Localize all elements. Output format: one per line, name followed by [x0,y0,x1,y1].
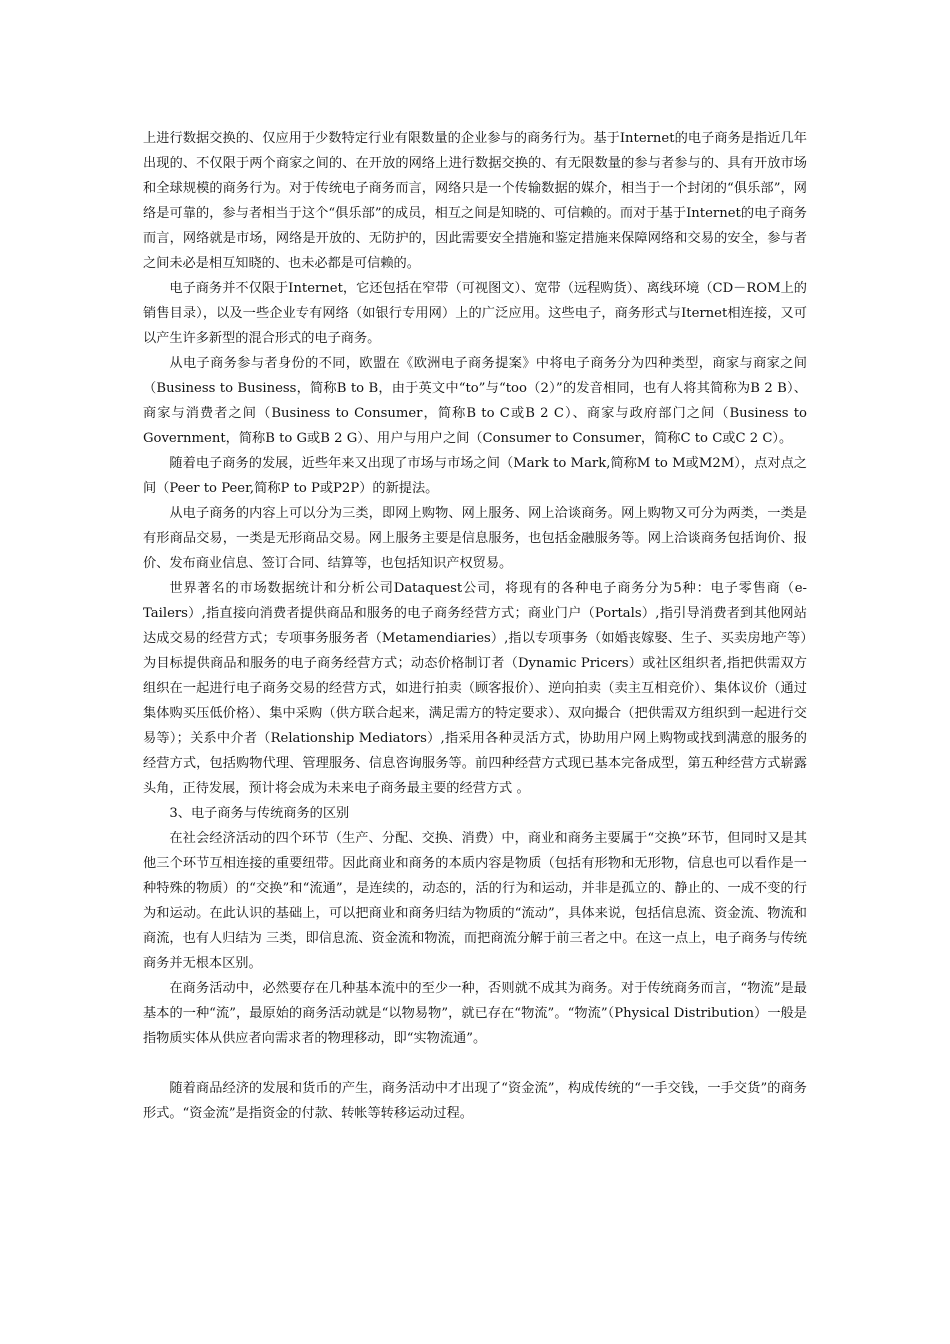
paragraph-1: 上进行数据交换的、仅应用于少数特定行业有限数量的企业参与的商务行为。基于Internet的电子商务是指近几年出现的、不仅限于两个商家之间的、在开放的网络上进行数据交换的、有无限数量的参与者参与的、具有开放市场和全球规模的商务行为。对于传统电子商务而言，网络只是一个传输数据的媒介，相当于一个封闭的“俱乐部”，网络是可靠的，参与者相当于这个“俱乐部”的成员，相互之间是知晓的、可信赖的。而对于基于Internet的电子商务而言，网络就是市场，网络是开放的、无防护的，因此需要安全措施和鉴定措施来保障网络和交易的安全，参与者之间未必是相互知晓的、也未必都是可信赖的。 [143,131,807,271]
document-body [143,126,807,1126]
paragraph-2: 电子商务并不仅限于Internet，它还包括在窄带（可视图文）、宽带（远程购货）、离线环境（CD－ROM上的销售目录），以及一些企业专有网络（如银行专用网）上的广泛应用。这些电子，商务形式与Iternet相连接，又可以产生许多新型的混合形式的电子商务。 [143,281,807,346]
paragraph-5: 从电子商务的内容上可以分为三类，即网上购物、网上服务、网上洽谈商务。网上购物又可分为两类，一类是有形商品交易，一类是无形商品交易。网上服务主要是信息服务，也包括金融服务等。网上洽谈商务包括询价、报价、发布商业信息、签订合同、结算等，也包括知识产权贸易。 [143,506,807,571]
blank-line [143,1051,807,1076]
paragraph-7: 在社会经济活动的四个环节（生产、分配、交换、消费）中，商业和商务主要属于“交换”环节，但同时又是其他三个环节互相连接的重要纽带。因此商业和商务的本质内容是物质（包括有形物和无形物，信息也可以看作是一种特殊的物质）的“交换”和“流通”，是连续的，动态的，活的行为和运动，并非是孤立的、静止的、一成不变的行为和运动。在此认识的基础上，可以把商业和商务归结为物质的“流动”，具体来说，包括信息流、资金流、物流和商流，也有人归结为 三类，即信息流、资金流和物流，而把商流分解于前三者之中。在这一点上，电子商务与传统商务并无根本区别。 [143,831,807,971]
paragraph-3: 从电子商务参与者身份的不同，欧盟在《欧洲电子商务提案》中将电子商务分为四种类型，商家与商家之间（Business to Business，简称B to B，由于英文中“to”与“too（2）”的发音相同，也有人将其简称为B 2 B）、商家与消费者之间（Business to Consumer，简称B to C或B 2 C）、商家与政府部门之间（Business to Government，简称B to G或B 2 G）、用户与用户之间（Consumer to Consumer，简称C to C或C 2 C）。 [143,356,807,446]
paragraph-4: 随着电子商务的发展，近些年来又出现了市场与市场之间（Mark to Mark,简称M to M或M2M），点对点之间（Peer to Peer,简称P to P或P2P）的新提法。 [143,456,807,496]
paragraph-9: 随着商品经济的发展和货币的产生，商务活动中才出现了“资金流”，构成传统的“一手交钱，一手交货”的商务形式。“资金流”是指资金的付款、转帐等转移运动过程。 [143,1081,807,1121]
section-heading: 3、电子商务与传统商务的区别 [169,806,350,821]
paragraph-8: 在商务活动中，必然要存在几种基本流中的至少一种，否则就不成其为商务。对于传统商务而言，“物流”是最基本的一种“流”，最原始的商务活动就是“以物易物”，就已存在“物流”。“物流”（Physical Distribution）一般是指物质实体从供应者向需求者的物理移动，即“实物流通”。 [143,981,807,1046]
paragraph-6: 世界著名的市场数据统计和分析公司Dataquest公司，将现有的各种电子商务分为5种：电子零售商（e-Tailers）,指直接向消费者提供商品和服务的电子商务经营方式；商业门户（Portals）,指引导消费者到其他网站达成交易的经营方式；专项事务服务者（Metamendiaries）,指以专项事务（如婚丧嫁娶、生子、买卖房地产等）为目标提供商品和服务的电子商务经营方式；动态价格制订者（Dynamic Pricers）或社区组织者,指把供需双方组织在一起进行电子商务交易的经营方式，如进行拍卖（顾客报价）、逆向拍卖（卖主互相竞价）、集体议价（通过集体购买压低价格）、集中采购（供方联合起来，满足需方的特定要求）、双向撮合（把供需双方组织到一起进行交易等）；关系中介者（Relationship Mediators）,指采用各种灵活方式，协助用户网上购物或找到满意的服务的经营方式，包括购物代理、管理服务、信息咨询服务等。前四种经营方式现已基本完备成型，第五种经营方式崭露头角，正待发展，预计将会成为未来电子商务最主要的经营方式 。 [143,581,807,796]
